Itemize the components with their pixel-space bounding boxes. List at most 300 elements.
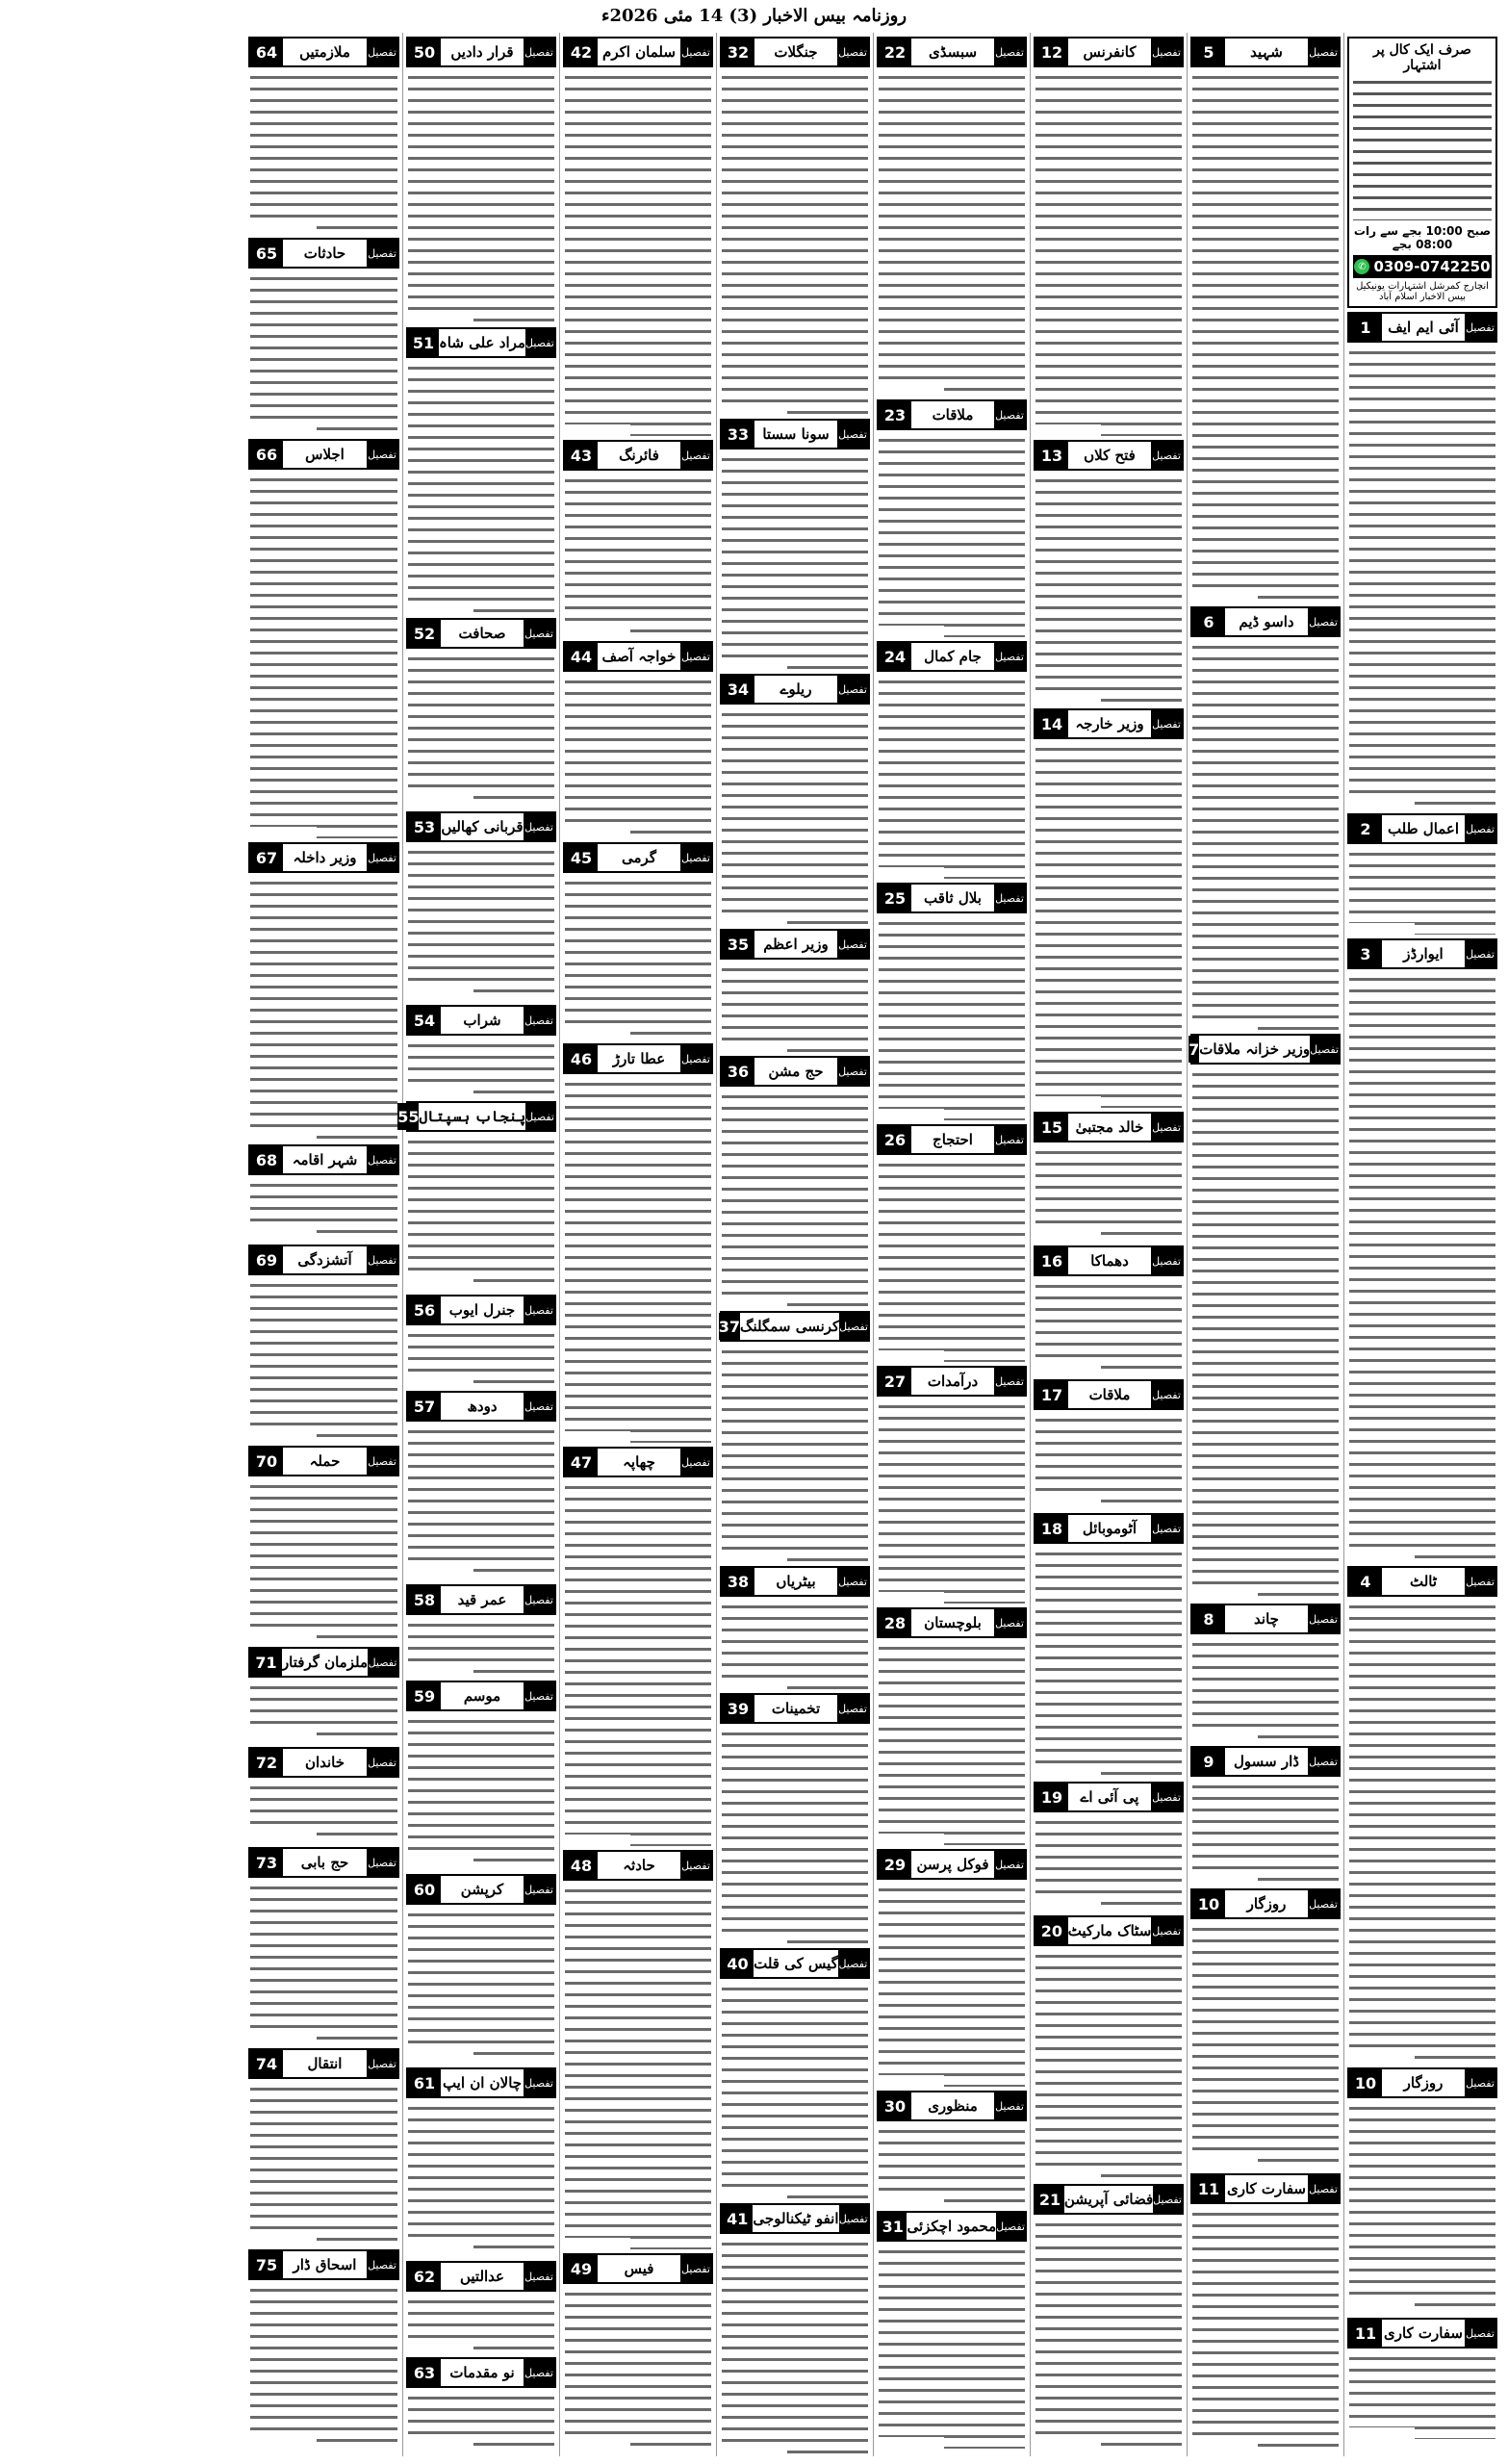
article-body-text xyxy=(1035,1146,1182,1242)
article-number: 64 xyxy=(250,38,283,65)
article-body-text xyxy=(565,1481,711,1846)
detail-tag: تفصیل xyxy=(367,1246,397,1273)
news-article xyxy=(1347,2314,1497,2439)
page-title: روزنامہ بیس الاخبار (3) 14 مئی 2026ء xyxy=(601,5,907,26)
detail-tag: تفصیل xyxy=(1310,1036,1339,1063)
article-title: پنجاب ہسپتال xyxy=(419,1108,526,1125)
detail-tag: تفصیل xyxy=(367,2050,397,2077)
article-number: 11 xyxy=(1192,2175,1225,2202)
article-body-text xyxy=(250,1480,397,1643)
article-title: حج بابی xyxy=(300,1854,349,1871)
news-article xyxy=(720,1052,870,1307)
article-heading xyxy=(1190,37,1341,67)
news-article xyxy=(563,2249,713,2451)
article-body-text xyxy=(722,1728,868,1944)
article-body-text xyxy=(250,1681,397,1743)
detail-tag: تفصیل xyxy=(1151,1515,1182,1542)
article-heading xyxy=(877,1849,1027,1880)
article-heading xyxy=(1347,2318,1497,2348)
news-article xyxy=(720,33,870,415)
detail-tag: تفصیل xyxy=(837,38,868,65)
article-body-text xyxy=(1035,71,1182,436)
news-article xyxy=(720,925,870,1052)
article-heading xyxy=(406,327,556,358)
news-article xyxy=(563,1443,713,1846)
news-article xyxy=(563,637,713,838)
article-number: 50 xyxy=(408,38,441,65)
article-heading xyxy=(563,1447,713,1477)
article-number: 48 xyxy=(565,1852,598,1879)
news-article xyxy=(720,1562,870,1689)
article-heading xyxy=(1034,1245,1184,1276)
article-heading xyxy=(720,929,870,960)
article-title: انتقال xyxy=(307,2055,343,2072)
news-article xyxy=(248,1643,399,1743)
detail-tag: تفصیل xyxy=(994,2092,1025,2119)
article-number: 14 xyxy=(1035,710,1068,737)
article-number: 8 xyxy=(1192,1605,1225,1632)
article-heading xyxy=(1034,1915,1184,1946)
detail-tag: تفصیل xyxy=(1151,1247,1182,1274)
news-article xyxy=(877,1604,1027,1845)
article-body-text xyxy=(722,1091,868,1307)
article-heading xyxy=(406,2261,556,2292)
article-number: 71 xyxy=(250,1649,282,1676)
article-body-text xyxy=(565,2288,711,2451)
detail-tag: تفصیل xyxy=(1465,1568,1495,1595)
article-number: 5 xyxy=(1192,38,1225,65)
article-number: 15 xyxy=(1035,1114,1068,1141)
detail-tag: تفصیل xyxy=(1151,1784,1182,1810)
news-column xyxy=(873,33,1030,2456)
article-heading xyxy=(720,37,870,67)
ad-body-text xyxy=(1353,76,1492,220)
article-number: 42 xyxy=(565,38,598,65)
article-title: احتجاج xyxy=(933,1131,973,1148)
article-heading xyxy=(406,1874,556,1905)
detail-tag: تفصیل xyxy=(367,2251,397,2278)
article-heading xyxy=(406,1391,556,1422)
article-title: وزیر اعظم xyxy=(763,936,829,953)
detail-tag: تفصیل xyxy=(994,1126,1025,1153)
article-number: 25 xyxy=(879,885,911,911)
detail-tag: تفصیل xyxy=(680,643,711,670)
news-article xyxy=(563,33,713,436)
article-heading xyxy=(1190,1034,1341,1065)
article-title: ملاقات xyxy=(1088,1386,1131,1403)
article-number: 45 xyxy=(565,844,598,871)
article-body-text xyxy=(408,2392,554,2450)
article-heading xyxy=(877,37,1027,67)
news-article xyxy=(406,1677,556,1870)
detail-tag: تفصیل xyxy=(680,844,711,871)
news-article xyxy=(397,1097,556,1291)
detail-tag: تفصیل xyxy=(1153,2186,1182,2213)
article-heading xyxy=(248,1144,399,1175)
article-body-text xyxy=(1035,743,1182,1108)
ad-footer: انچارج کمرشل اشتہارات یونیکیل بیس الاخبار اسلام آباد xyxy=(1356,281,1489,302)
detail-tag: تفصیل xyxy=(524,1393,554,1420)
article-body-text xyxy=(1035,1280,1182,1375)
article-heading xyxy=(877,399,1027,430)
article-number: 73 xyxy=(250,1849,283,1876)
article-title: سونا سستا xyxy=(762,425,830,443)
detail-tag: تفصیل xyxy=(524,620,554,647)
article-number: 27 xyxy=(879,1368,911,1395)
article-number: 72 xyxy=(250,1749,283,1776)
detail-tag: تفصیل xyxy=(524,38,554,65)
article-title: منظوری xyxy=(928,2097,978,2115)
detail-tag: تفصیل xyxy=(838,1950,868,1977)
detail-tag: تفصیل xyxy=(680,1045,711,1072)
news-article xyxy=(248,838,399,1141)
article-title: بیٹریاں xyxy=(776,1573,816,1590)
article-body-text xyxy=(879,1400,1025,1604)
article-number: 19 xyxy=(1035,1784,1068,1810)
detail-tag: تفصیل xyxy=(994,1368,1025,1395)
article-body-text xyxy=(408,846,554,1001)
article-heading xyxy=(1190,606,1341,637)
article-body-text xyxy=(565,475,711,637)
article-body-text xyxy=(722,708,868,925)
article-title: پی آئی اے xyxy=(1080,1788,1139,1806)
article-title: وزیر خارجہ xyxy=(1075,715,1144,732)
article-title: سفارت کاری xyxy=(1226,2180,1306,2197)
article-title: وزیر خزانہ ملاقات xyxy=(1199,1040,1311,1058)
article-heading xyxy=(1347,938,1497,969)
article-number: 35 xyxy=(722,931,754,958)
news-column xyxy=(397,33,559,2456)
news-column xyxy=(1187,33,1343,2456)
news-article xyxy=(720,2199,870,2454)
news-article xyxy=(406,1870,556,2064)
article-body-text xyxy=(1035,1548,1182,1778)
news-article xyxy=(720,1689,870,1944)
article-body-text xyxy=(565,676,711,838)
article-body-text xyxy=(1192,2208,1339,2454)
article-heading xyxy=(563,641,713,672)
article-title: عدالتیں xyxy=(459,2268,505,2285)
article-body-text xyxy=(1035,2219,1182,2449)
article-body-text xyxy=(408,1425,554,1580)
detail-tag: تفصیل xyxy=(1308,608,1339,635)
news-article xyxy=(877,33,1027,396)
article-body-text xyxy=(250,71,397,234)
news-article xyxy=(877,1845,1027,2087)
ad-phone[interactable] xyxy=(1353,255,1492,278)
article-heading xyxy=(563,1043,713,1074)
detail-tag: تفصیل xyxy=(367,1749,397,1776)
article-title: ملازمتیں xyxy=(299,43,350,61)
article-title: دھماکا xyxy=(1090,1252,1129,1270)
article-body-text xyxy=(408,1909,554,2064)
news-column xyxy=(1343,33,1500,2456)
article-title: آٹوموبائل xyxy=(1082,1520,1137,1537)
article-heading xyxy=(248,2048,399,2079)
article-title: سلمان اکرم xyxy=(602,43,676,61)
article-number: 58 xyxy=(408,1586,441,1613)
article-body-text xyxy=(722,1346,868,1562)
article-body-text xyxy=(1035,475,1182,705)
article-title: وزیر داخلہ xyxy=(293,849,357,866)
article-title: چاند xyxy=(1254,1610,1279,1628)
article-heading xyxy=(1034,1379,1184,1410)
article-title: بلال ثاقب xyxy=(924,889,982,907)
article-title: اجلاس xyxy=(305,446,345,463)
article-title: نو مقدمات xyxy=(449,2364,515,2381)
article-number: 10 xyxy=(1349,2069,1382,2096)
article-body-text xyxy=(1192,1781,1339,1885)
article-heading xyxy=(877,2091,1027,2121)
article-number: 20 xyxy=(1035,1917,1068,1944)
article-body-text xyxy=(408,653,554,808)
news-article xyxy=(406,33,556,323)
detail-tag: تفصیل xyxy=(367,240,397,267)
detail-tag: تفصیل xyxy=(837,1058,868,1085)
article-number: 34 xyxy=(722,676,754,703)
article-title: ریلوے xyxy=(780,680,812,698)
article-title: انفو ٹیکنالوجی xyxy=(753,2210,839,2227)
news-article xyxy=(248,1241,399,1442)
article-number: 61 xyxy=(408,2069,441,2096)
article-number: 23 xyxy=(879,401,911,428)
article-number: 24 xyxy=(879,643,911,670)
article-body-text xyxy=(250,877,397,1141)
news-article xyxy=(248,234,399,435)
news-article xyxy=(1034,1778,1184,1912)
article-heading xyxy=(406,1584,556,1615)
news-article xyxy=(1034,1912,1184,2180)
article-body-text xyxy=(1349,346,1495,809)
article-title: ٹالٹ xyxy=(1409,1573,1438,1590)
news-article xyxy=(406,2064,556,2257)
news-column xyxy=(1030,33,1187,2456)
article-number: 12 xyxy=(1035,38,1068,65)
article-number: 57 xyxy=(408,1393,441,1420)
article-body-text xyxy=(408,2102,554,2257)
news-article xyxy=(406,614,556,808)
article-heading xyxy=(406,2067,556,2098)
detail-tag: تفصیل xyxy=(994,401,1025,428)
news-article xyxy=(1347,2064,1497,2314)
article-title: فیس xyxy=(624,2260,654,2277)
article-heading xyxy=(406,811,556,842)
article-body-text xyxy=(250,1782,397,1843)
article-title: شراب xyxy=(463,1012,501,1029)
article-title: فتح کلاں xyxy=(1084,447,1136,464)
news-article xyxy=(248,33,399,234)
article-body-text xyxy=(879,1884,1025,2087)
article-body-text xyxy=(250,1882,397,2044)
article-title: روزگار xyxy=(1403,2074,1444,2092)
article-number: 43 xyxy=(565,442,598,469)
article-number: 53 xyxy=(408,813,441,840)
article-heading xyxy=(397,1101,556,1132)
article-title: دودھ xyxy=(467,1398,498,1415)
news-article xyxy=(248,2246,399,2447)
article-number: 30 xyxy=(879,2092,911,2119)
article-heading xyxy=(1034,1782,1184,1812)
article-heading xyxy=(1347,1566,1497,1597)
article-title: چالان ان ایپ xyxy=(442,2074,523,2092)
article-title: ملزمان گرفتار xyxy=(281,1654,368,1671)
article-title: گیس کی قلت xyxy=(754,1955,838,1972)
news-article xyxy=(406,2353,556,2450)
news-article xyxy=(720,1307,870,1562)
article-body-text xyxy=(722,2238,868,2454)
article-body-text xyxy=(879,71,1025,396)
news-article xyxy=(563,1040,713,1443)
article-number: 9 xyxy=(1192,1748,1225,1775)
article-body-text xyxy=(250,272,397,435)
article-number: 1 xyxy=(1349,314,1382,341)
article-number: 63 xyxy=(408,2359,441,2386)
detail-tag: تفصیل xyxy=(367,38,397,65)
news-article xyxy=(1190,1600,1341,1742)
article-heading xyxy=(877,1366,1027,1397)
news-article xyxy=(1347,1562,1497,2064)
article-heading xyxy=(1347,813,1497,844)
article-body-text xyxy=(722,1983,868,2199)
article-title: قربانی کھالیں xyxy=(441,818,524,835)
article-body-text xyxy=(1192,1068,1339,1600)
article-heading xyxy=(248,238,399,269)
detail-tag: تفصیل xyxy=(996,2213,1025,2240)
article-body-text xyxy=(1035,1816,1182,1912)
article-heading xyxy=(720,419,870,449)
news-article xyxy=(1034,1108,1184,1242)
news-article xyxy=(720,1944,870,2199)
article-body-text xyxy=(879,917,1025,1120)
news-article xyxy=(1034,2180,1184,2449)
article-heading xyxy=(720,1566,870,1597)
detail-tag: تفصیل xyxy=(524,813,554,840)
detail-tag: تفصیل xyxy=(680,1449,711,1476)
article-body-text xyxy=(408,1136,554,1291)
article-title: ایوارڈز xyxy=(1403,945,1444,962)
article-heading xyxy=(406,2357,556,2388)
news-article xyxy=(1034,1509,1184,1778)
news-article xyxy=(1034,33,1184,436)
article-body-text xyxy=(879,2125,1025,2207)
article-number: 38 xyxy=(722,1568,754,1595)
article-number: 69 xyxy=(250,1246,283,1273)
article-number: 62 xyxy=(408,2263,441,2290)
article-title: ڈار سسول xyxy=(1234,1753,1299,1770)
article-body-text xyxy=(1349,848,1495,935)
article-number: 40 xyxy=(722,1950,754,1977)
news-article xyxy=(563,436,713,637)
detail-tag: تفصیل xyxy=(1151,442,1182,469)
article-title: جام کمال xyxy=(924,648,982,665)
detail-tag: تفصیل xyxy=(367,441,397,468)
article-number: 54 xyxy=(408,1007,441,1034)
article-heading xyxy=(563,2253,713,2284)
news-article xyxy=(877,1120,1027,1362)
article-heading xyxy=(1347,312,1497,343)
news-article xyxy=(406,1001,556,1097)
news-article xyxy=(720,670,870,925)
ad-timing: صبح 10:00 بجے سے رات 08:00 بجے xyxy=(1353,224,1492,251)
classified-ad-box xyxy=(1347,37,1497,308)
article-body-text xyxy=(1035,1414,1182,1509)
news-article xyxy=(877,1362,1027,1604)
article-body-text xyxy=(565,1885,711,2249)
article-title: کرپشن xyxy=(460,1881,504,1898)
article-title: جنرل ایوب xyxy=(448,1301,516,1319)
article-body-text xyxy=(879,676,1025,879)
article-heading xyxy=(248,37,399,67)
detail-tag: تفصیل xyxy=(1308,1890,1339,1917)
article-heading xyxy=(720,1311,870,1342)
news-article xyxy=(248,1442,399,1643)
article-title: تخمینات xyxy=(771,1700,821,1717)
news-article xyxy=(248,1743,399,1843)
news-column xyxy=(245,33,402,2456)
article-number: 68 xyxy=(250,1146,283,1173)
detail-tag: تفصیل xyxy=(839,1313,868,1340)
article-body-text xyxy=(250,474,397,838)
detail-tag: تفصیل xyxy=(1151,38,1182,65)
article-number: 66 xyxy=(250,441,283,468)
article-number: 49 xyxy=(565,2255,598,2282)
article-heading xyxy=(1190,1746,1341,1777)
article-body-text xyxy=(1349,2102,1495,2314)
news-article xyxy=(248,1141,399,1241)
news-article xyxy=(877,396,1027,637)
article-title: سٹاک مارکیٹ xyxy=(1067,1922,1152,1939)
news-article xyxy=(1190,603,1341,1030)
detail-tag: تفصیل xyxy=(524,1682,554,1709)
detail-tag: تفصیل xyxy=(837,676,868,703)
article-number: 74 xyxy=(250,2050,283,2077)
article-title: کرنسی سمگلنگ xyxy=(740,1318,840,1335)
article-heading xyxy=(248,1747,399,1778)
article-heading xyxy=(1190,2173,1341,2204)
article-number: 33 xyxy=(722,421,754,448)
article-title: شہید xyxy=(1250,43,1283,61)
article-title: چھاپہ xyxy=(623,1453,655,1471)
detail-tag: تفصیل xyxy=(994,38,1025,65)
article-number: 13 xyxy=(1035,442,1068,469)
article-title: آئی ایم ایف xyxy=(1388,319,1459,336)
article-number: 60 xyxy=(408,1876,441,1903)
detail-tag: تفصیل xyxy=(368,1649,397,1676)
article-number: 51 xyxy=(408,329,439,356)
article-heading xyxy=(720,674,870,705)
news-article xyxy=(406,1291,556,1387)
whatsapp-icon: ✆ xyxy=(1354,259,1369,274)
ad-phone-number: 0309-0742250 xyxy=(1373,258,1491,275)
article-body-text xyxy=(408,1040,554,1097)
article-title: بلوچستان xyxy=(924,1614,982,1631)
article-body-text xyxy=(1192,641,1339,1030)
article-title: موسم xyxy=(463,1687,501,1705)
article-heading xyxy=(406,618,556,649)
article-title: خواجہ آصف xyxy=(601,648,677,665)
article-number: 67 xyxy=(250,844,283,871)
article-body-text xyxy=(1349,2352,1495,2439)
article-heading xyxy=(563,440,713,471)
detail-tag: تفصیل xyxy=(524,2263,554,2290)
article-heading xyxy=(877,1607,1027,1638)
article-body-text xyxy=(565,877,711,1040)
article-number: 32 xyxy=(722,38,754,65)
news-article xyxy=(1347,308,1497,809)
article-title: مراد علی شاہ xyxy=(438,334,525,351)
detail-tag: تفصیل xyxy=(994,643,1025,670)
article-number: 4 xyxy=(1349,1568,1382,1595)
